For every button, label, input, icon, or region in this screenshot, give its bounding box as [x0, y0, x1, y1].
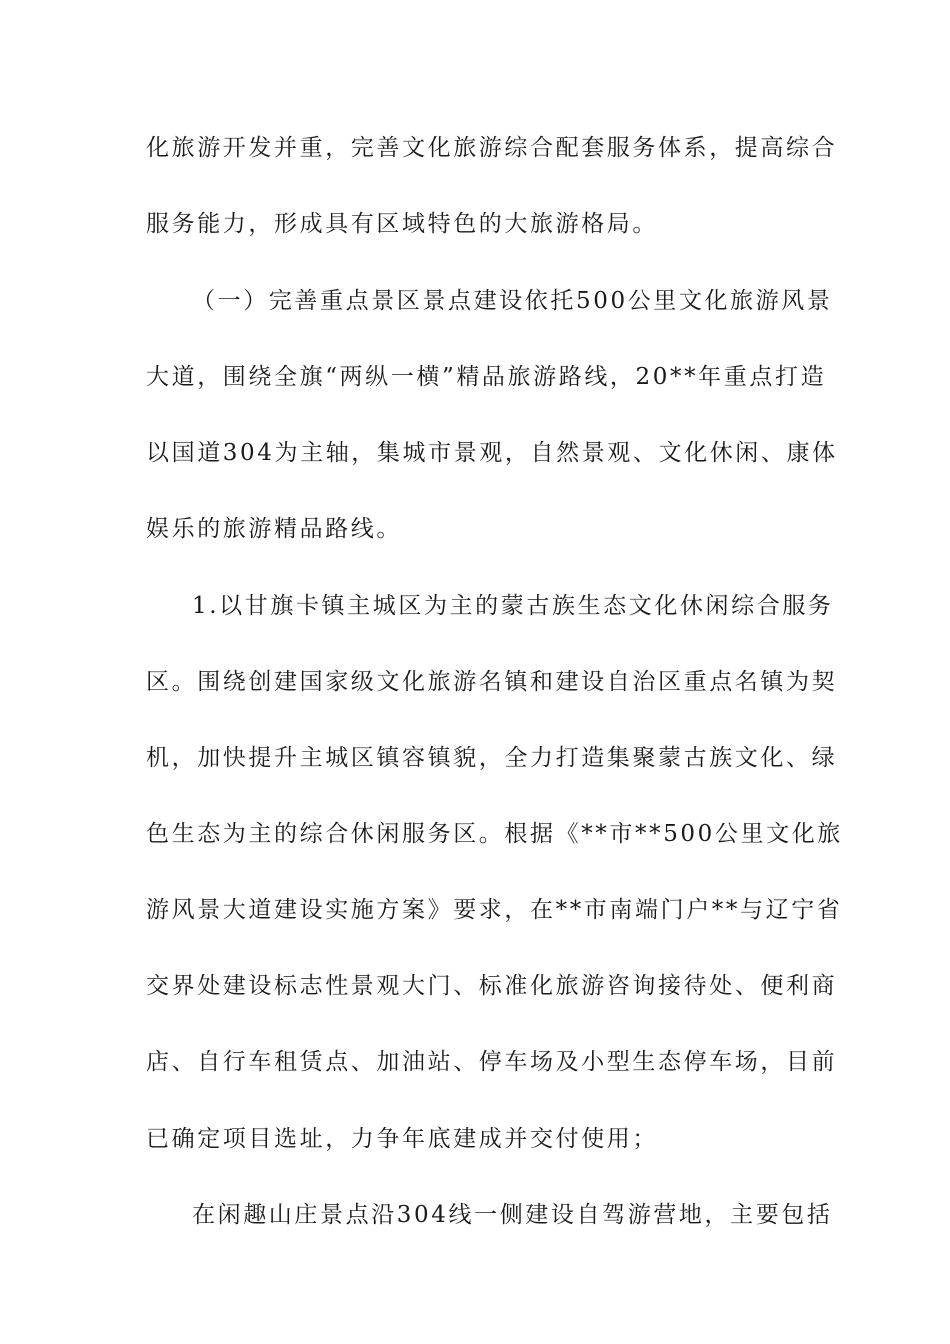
text-line: 机，加快提升主城区镇容镇貌，全力打造集聚蒙古族文化、绿	[146, 745, 838, 771]
section-heading: （一）完善重点景区景点建设依托500公里文化旅游风景	[192, 288, 833, 314]
text-line: 区。围绕创建国家级文化旅游名镇和建设自治区重点名镇为契	[146, 669, 838, 695]
text-line: 娱乐的旅游精品路线。	[146, 516, 402, 542]
text-line: 化旅游开发并重，完善文化旅游综合配套服务体系，提高综合	[146, 135, 838, 161]
text-line: 交界处建设标志性景观大门、标准化旅游咨询接待处、便利商	[146, 973, 838, 999]
text-line: 游风景大道建设实施方案》要求，在**市南端门户**与辽宁省	[146, 897, 843, 923]
text-line: 服务能力，形成具有区域特色的大旅游格局。	[146, 211, 658, 237]
text-line: 已确定项目选址，力争年底建成并交付使用；	[146, 1126, 658, 1152]
text-line: 店、自行车租赁点、加油站、停车场及小型生态停车场，目前	[146, 1049, 838, 1075]
text-line: 大道，围绕全旗“两纵一横”精品旅游路线，20**年重点打造	[146, 364, 827, 390]
text-line: 色生态为主的综合休闲服务区。根据《**市**500公里文化旅	[146, 821, 843, 847]
numbered-item-start: 1.以甘旗卡镇主城区为主的蒙古族生态文化休闲综合服务	[192, 593, 834, 619]
paragraph-start: 在闲趣山庄景点沿304线一侧建设自驾游营地，主要包括	[192, 1202, 833, 1228]
text-line: 以国道304为主轴，集城市景观，自然景观、文化休闲、康体	[146, 440, 838, 466]
